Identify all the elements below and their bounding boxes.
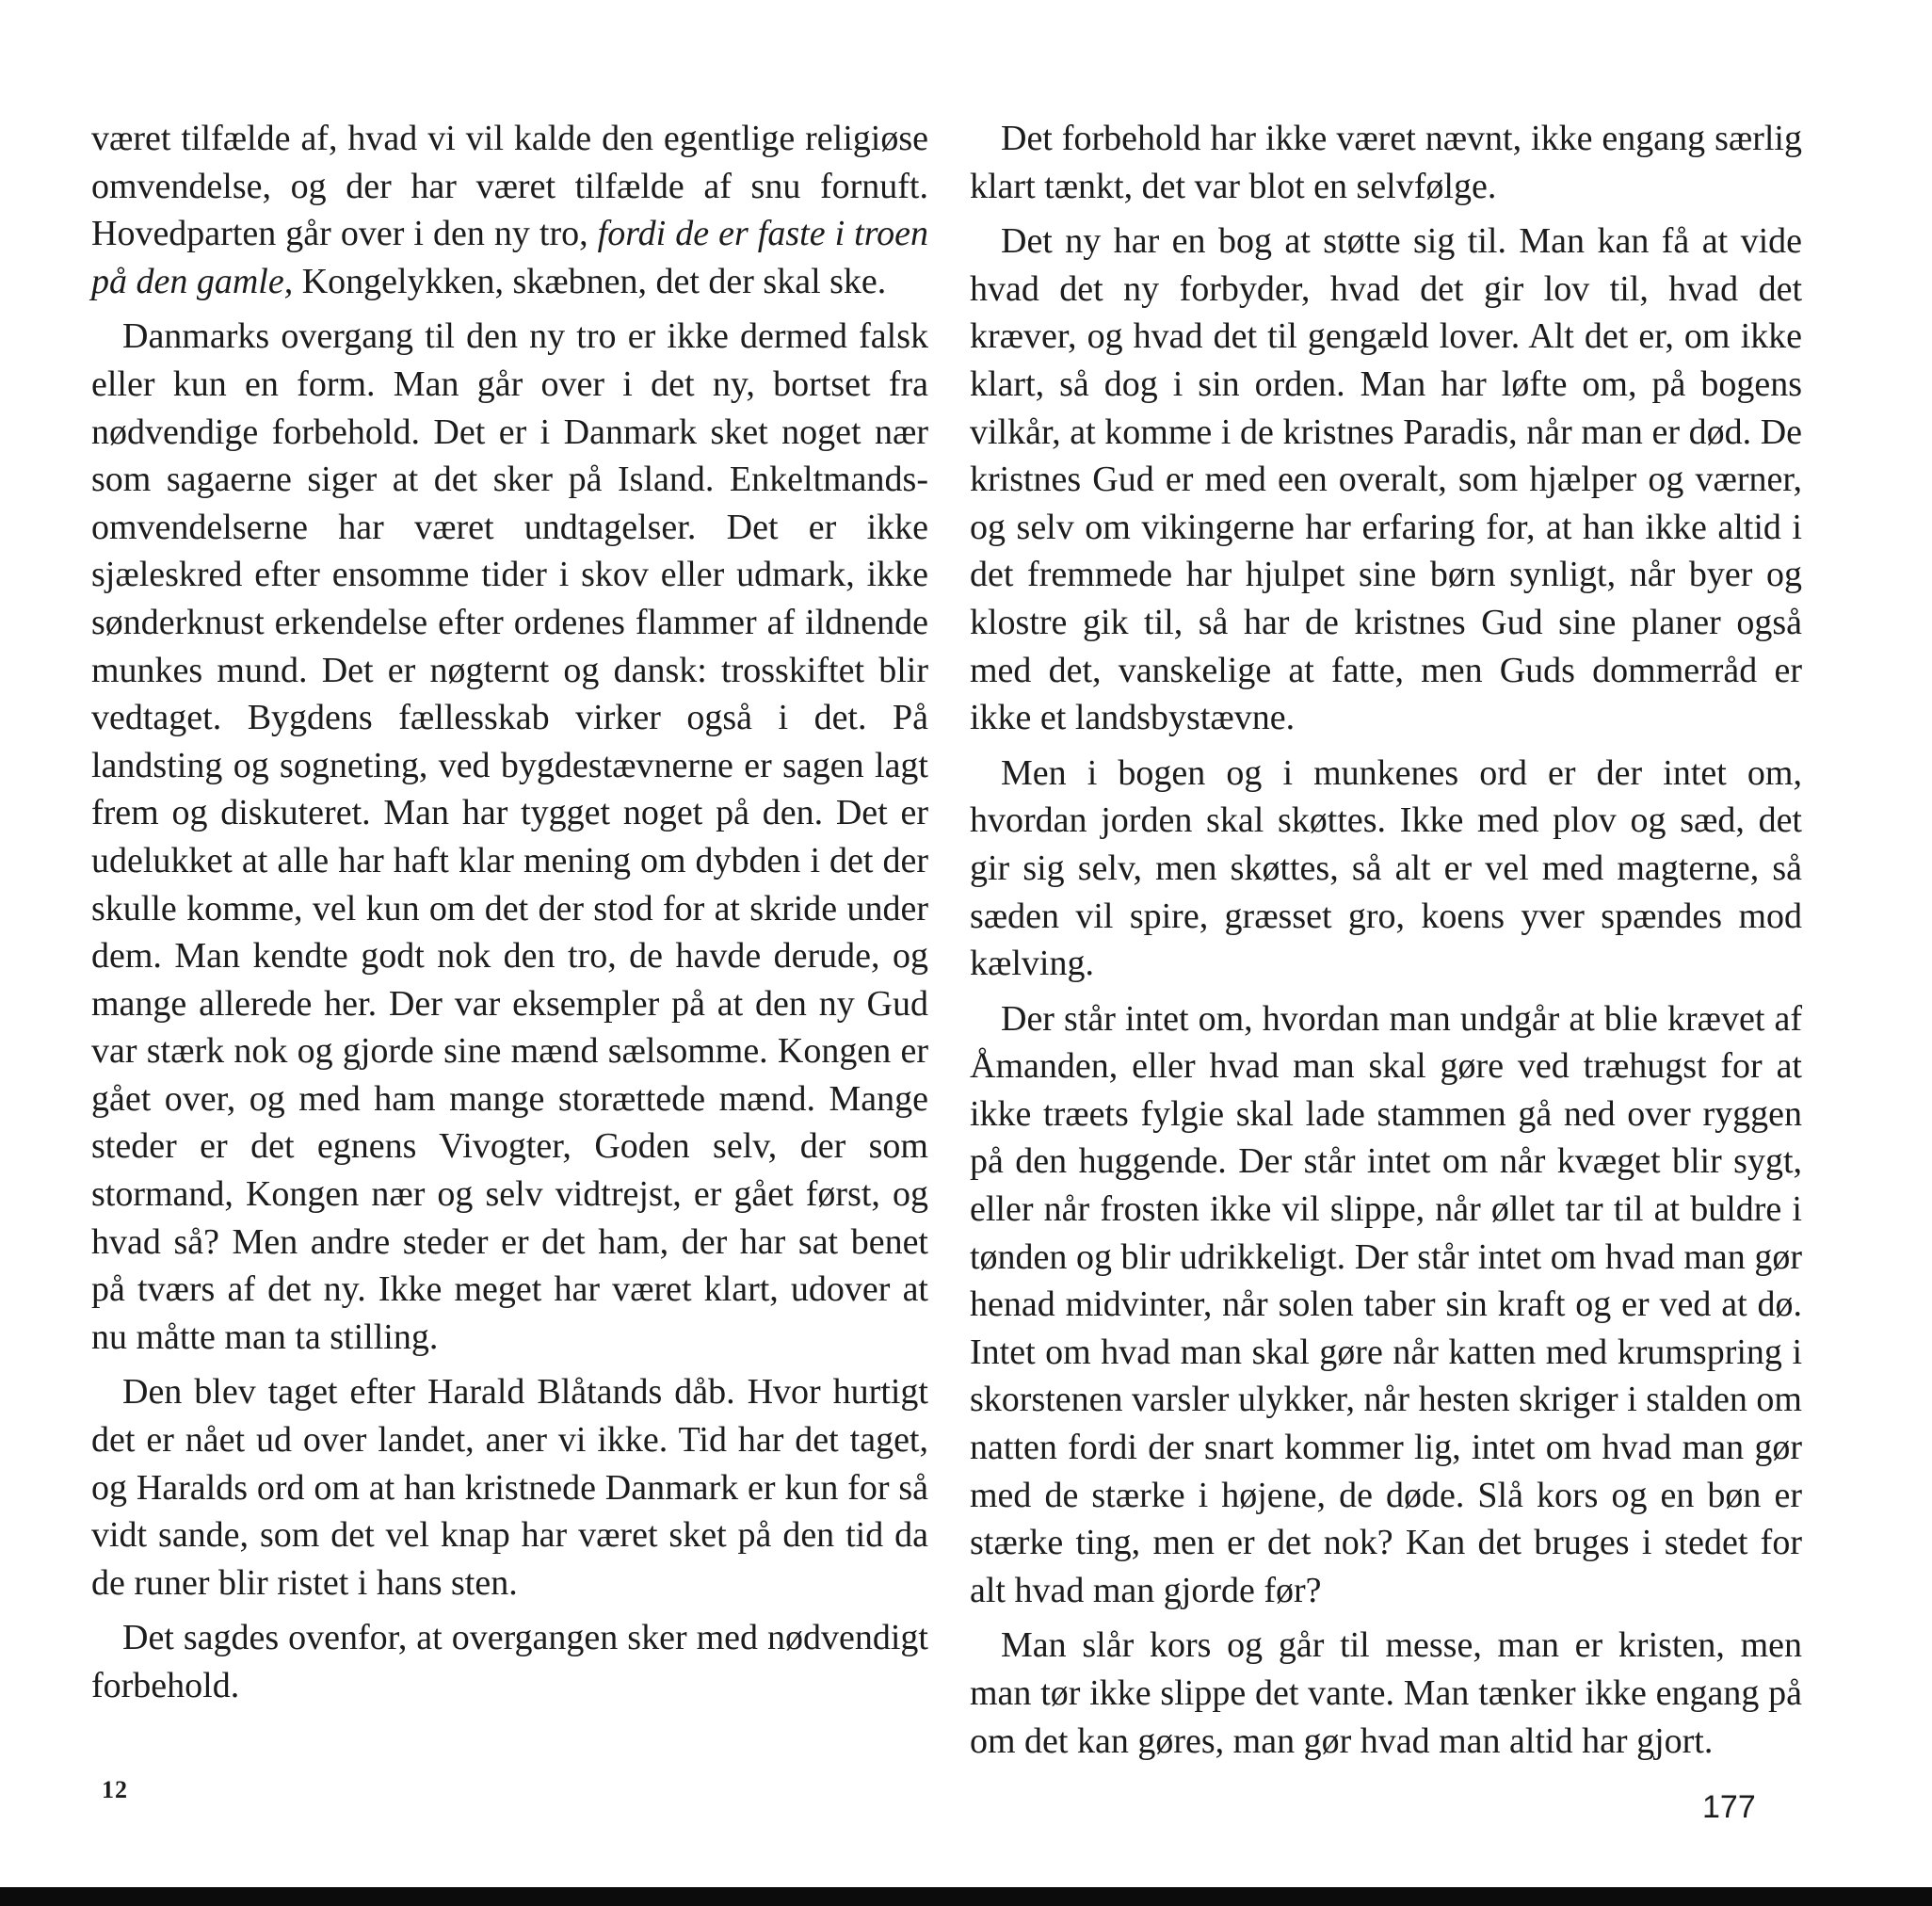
left-paragraph-2: Danmarks overgang til den ny tro er ikke dermed falsk eller kun en form. Man går over i det ny, bortset fra nødvendige forbehold. Det er i Danmark sket noget nær som sagaerne siger at det sker på Island. Enkeltmands-omvendelserne har været undtagelser. Det er ikke sjæleskred efter ensomme tider i skov eller udmark, ikke sønderknust erkendelse efter ordenes flammer af ildnende munkes mund. Det er nøgternt og dansk: trosskiftet blir vedtaget. Bygdens fællesskab virker også i det. På landsting og sogneting, ved bygdestævnerne er sagen lagt frem og diskuteret. Man har tygget noget på den. Det er udelukket at alle har haft klar mening om dybden i det der skulle komme, vel kun om det der stod for at skride under dem. Man kendte godt nok den tro, de havde derude, og mange allerede her. Der var eksempler på at den ny Gud var stærk nok og gjorde sine mænd sælsomme. Kongen er gået over, og med ham mange storættede mænd. Mange steder er det egnens Vivogter, Goden selv, der som stormand, Kongen nær og selv vidtrejst, er gået først, og hvad så? Men andre steder er det ham, der har sat benet på tværs af det ny. Ikke meget har været klart, udover at nu måtte man ta stilling.	[91, 316, 928, 1357]
left-paragraph-3: Den blev taget efter Harald Blåtands dåb. Hvor hurtigt det er nået ud over landet, aner vi ikke. Tid har det taget, og Haralds ord om at han kristnede Danmark er kun for så vidt sande, som det vel knap har været sket på den tid da de runer blir ristet i hans sten.	[91, 1372, 928, 1603]
left-paragraph-1-text: været tilfælde af, hvad vi vil kalde den egentlige religiøse omvendelse, og der har været tilfælde af snu fornuft. Hovedparten går over i den ny tro,	[91, 119, 928, 254]
left-page-number: 12	[102, 1776, 128, 1803]
left-paragraph-4: Det sagdes ovenfor, at overgangen sker med nødvendigt forbehold.	[91, 1618, 928, 1705]
right-paragraph-1: Det forbehold har ikke været nævnt, ikke engang særlig klart tænkt, det var blot en selvfølge.	[970, 119, 1802, 206]
right-page-number: 177	[1702, 1789, 1756, 1825]
left-paragraph-1	[91, 115, 928, 305]
right-paragraph-2: Det ny har en bog at støtte sig til. Man kan få at vide hvad det ny forbyder, hvad det gir lov til, hvad det kræver, og hvad det til gengæld lover. Alt det er, om ikke klart, så dog i sin orden. Man har løfte om, på bogens vilkår, at komme i de kristnes Paradis, når man er død. De kristnes Gud er med een overalt, som hjælper og værner, og selv om vikingerne har erfaring for, at han ikke altid i det fremmede har hjulpet sine børn synligt, når byer og klostre gik til, så har de kristnes Gud sine planer også med det, vanskelige at fatte, men Guds dommerråd er ikke et landsbystævne.	[970, 221, 1802, 738]
scan-bottom-edge	[0, 1887, 1932, 1906]
right-paragraph-4: Der står intet om, hvordan man undgår at blie krævet af Åmanden, eller hvad man skal gøre ved træhugst for at ikke træets fylgie skal lade stammen gå ned over ryggen på den huggende. Der står intet om når kvæget blir sygt, eller når frosten ikke vil slippe, når øllet tar til at buldre i tønden og blir udrikkeligt. Der står intet om hvad man gør henad midvinter, når solen taber sin kraft og er ved at dø. Intet om hvad man skal gøre når katten med krumspring i skorstenen varsler ulykker, når hesten skriger i stalden om natten fordi der snart kommer lig, intet om hvad man gør med de stærke i højene, de døde. Slå kors og en bøn er stærke ting, men er det nok? Kan det bruges i stedet for alt hvad man gjorde før?	[970, 998, 1802, 1610]
left-page-text-column	[91, 115, 928, 1710]
left-paragraph-1-text-end: Kongelykken, skæbnen, det der skal ske.	[293, 261, 887, 301]
right-page-text-column	[970, 115, 1802, 1765]
right-paragraph-3: Men i bogen og i munkenes ord er der intet om, hvordan jorden skal skøttes. Ikke med plov og sæd, det gir sig selv, men skøttes, så alt er vel med magterne, så sæden vil spire, græsset gro, koens yver spændes mod kælving.	[970, 752, 1802, 984]
left-paragraph-1-italic-phrase: fordi de er faste i troen på den gamle,	[91, 214, 928, 301]
right-paragraph-5: Man slår kors og går til messe, man er kristen, men man tør ikke slippe det vante. Man tænker ikke engang på om det kan gøres, man gør hvad man altid har gjort.	[970, 1625, 1802, 1761]
